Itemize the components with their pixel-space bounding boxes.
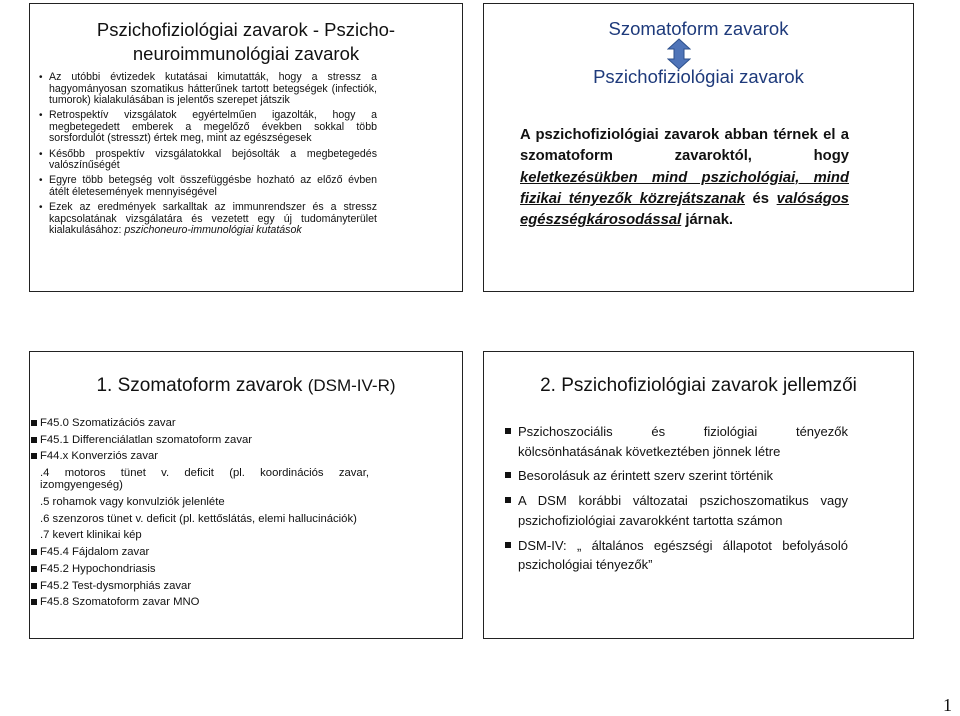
- slide-1-bullet-italic: pszichoneuro-immunológiai kutatások: [124, 224, 302, 237]
- slide-1-bullet: • Retrospektív vizsgálatok egyértelműen igazolták, hogy a megbetegedett emberek a megelőző években sokkal több sorsfordulót (stresszt) értek meg, mint az egészségesek: [40, 110, 377, 145]
- slide-4-list-item: Besorolásuk az érintett szerv szerint történik: [518, 466, 848, 486]
- slide-1-bullet: • Egyre több betegség volt összefüggésbe hozható az előző évben átélt életesemények mennyiségével: [40, 175, 377, 198]
- slide-4-list-item: A DSM korábbi változatai pszichoszomatikus vagy pszichofiziológiai zavarokként tartotta számon: [518, 491, 848, 530]
- slide-2-body: [520, 125, 849, 231]
- slide-3-list-subitem: .6 szenzoros tünet v. deficit (pl. kettőslátás, elemi hallucinációk): [40, 512, 357, 525]
- slide-3-list-item: F45.8 Szomatoform zavar MNO: [40, 596, 369, 608]
- slide-3-title-main: 1. Szomatoform zavarok: [96, 375, 308, 396]
- slide-1-bullet: • Az utóbbi évtizedek kutatásai kimutatták, hogy a stressz a hagyományosan szomatikus hátterűnek tartott betegségek (infectiók, tumorok) kialakulásában is jelentős szerepet játszik: [40, 72, 377, 107]
- slide-4-list-item: DSM-IV: „ általános egészségi állapotot befolyásoló pszichológiai tényezők”: [518, 536, 848, 575]
- slide-1-title-line1: Pszichofiziológiai zavarok - Pszicho-: [96, 19, 396, 40]
- slide-4: [483, 351, 914, 639]
- slide-3-title: [30, 375, 462, 397]
- slide-1-bullet-list: [40, 72, 377, 240]
- slide-2: [483, 3, 914, 292]
- slide-3-list: [40, 417, 369, 613]
- slide-2-body-part2: és: [744, 190, 777, 207]
- slide-4-title: 2. Pszichofiziológiai zavarok jellemzői: [540, 375, 857, 396]
- slide-2-body-part1: A pszichofiziológiai zavarok abban térnek el a szomatoform zavaroktól, hogy: [520, 127, 849, 165]
- slide-2-body-emphasis-1: keletkezésükben mind pszichológiai, mind fizikai tényezők közrejátszanak: [520, 169, 849, 207]
- slide-3-list-item: F45.1 Differenciálatlan szomatoform zavar: [40, 434, 369, 446]
- slide-1-bullet: [40, 202, 377, 237]
- slide-3-title-suffix: (DSM-IV-R): [307, 376, 396, 395]
- slide-1: [29, 3, 463, 292]
- slide-1-title-line2: neuroimmunológiai zavarok: [132, 43, 360, 64]
- slide-4-list-item: Pszichoszociális és fiziológiai tényezők kölcsönhatásának következtében jönnek létre: [518, 422, 848, 461]
- slide-3-list-item: F45.4 Fájdalom zavar: [40, 546, 369, 558]
- slide-3: [29, 351, 463, 639]
- slide-3-list-subitem: .4 motoros tünet v. deficit (pl. koordinációs zavar, izomgyengeség): [40, 467, 369, 492]
- slide-2-title: Szomatoform zavarok: [608, 18, 789, 39]
- slide-2-body-part3: járnak.: [681, 212, 734, 229]
- page-number: 1: [943, 695, 952, 715]
- slide-3-list-subitem: .5 rohamok vagy konvulziók jelenléte: [40, 496, 225, 509]
- slide-2-body-emphasis-2: valóságos egészségkárosodással: [520, 190, 849, 229]
- slide-3-list-item: F44.x Konverziós zavar: [40, 450, 369, 462]
- slide-3-list-item: F45.2 Hypochondriasis: [40, 563, 369, 575]
- slide-1-bullet-text: Ezek az eredmények sarkalltak az immunrendszer és a stressz kapcsolatának vizsgálatára és vezetett egy új tudományterület kialakulásához:: [49, 200, 377, 237]
- slide-1-bullet: • Később prospektív vizsgálatokkal bejósolták a megbetegedés valószínűségét: [40, 149, 377, 172]
- slide-4-list: [518, 422, 848, 580]
- slide-3-list-item: F45.2 Test-dysmorphiás zavar: [40, 580, 369, 592]
- slide-3-list-item: F45.0 Szomatizációs zavar: [40, 417, 369, 429]
- slide-1-title: [30, 18, 462, 66]
- slide-2-subtitle: Pszichofiziológiai zavarok: [593, 66, 804, 87]
- slide-3-list-subitem: .7 kevert klinikai kép: [40, 529, 142, 542]
